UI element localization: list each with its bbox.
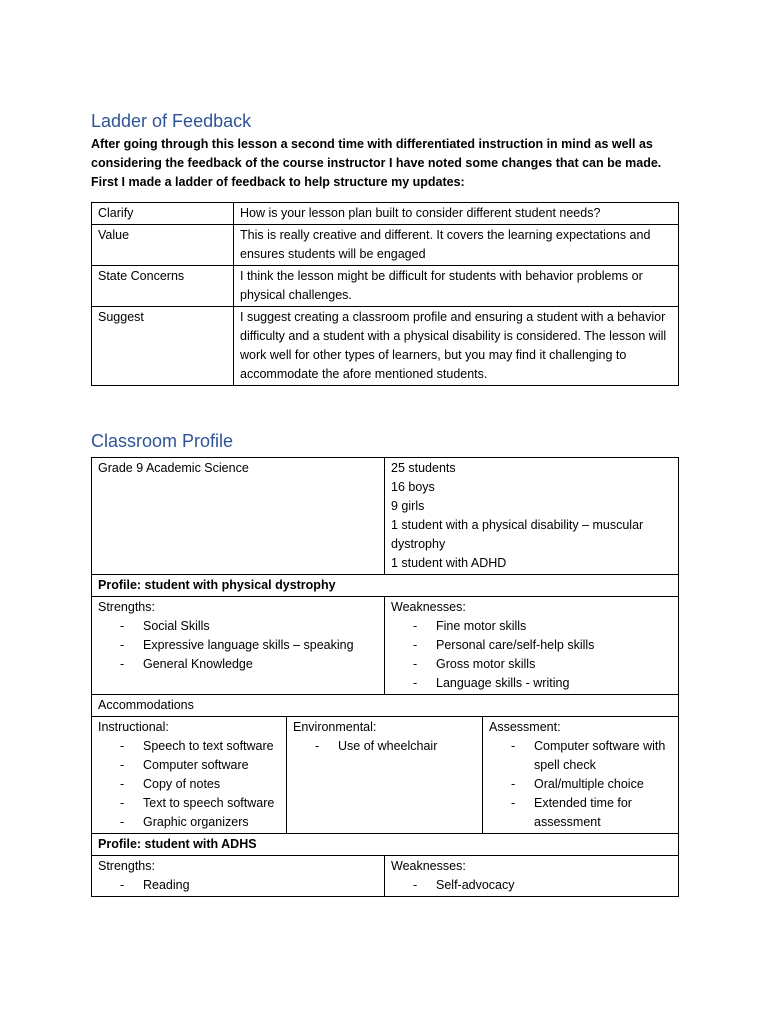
environmental-label: Environmental: [293,720,377,734]
assessment-label: Assessment: [489,720,561,734]
stats-cell [385,458,679,575]
stat-line: 25 students [391,461,456,475]
ladder-heading: Ladder of Feedback [91,111,252,131]
list-item: - Social Skills [98,617,378,636]
weaknesses-list [391,617,672,693]
list-item: - Personal care/self-help skills [391,636,672,655]
profile-table [91,457,679,897]
adhs-weaknesses-cell [385,856,679,897]
instructional-cell [92,717,287,834]
accommodations-title: Accommodations [92,695,679,717]
list-item: - Speech to text software [98,737,280,756]
list-item: - Use of wheelchair [293,737,476,756]
stat-line: 9 girls [391,499,425,513]
stat-line: 1 student with ADHD [391,556,507,570]
strengths-label: Strengths: [98,600,155,614]
table-row [92,575,679,597]
ladder-label: State Concerns [92,266,234,307]
list-item: - Extended time for assessment [489,794,672,832]
table-row [92,307,679,386]
strengths-list [98,617,378,674]
list-item: - Language skills - writing [391,674,672,693]
list-item: - Self-advocacy [391,876,672,895]
stat-line: 16 boys [391,480,435,494]
environmental-list [293,737,476,756]
dystrophy-weaknesses-cell [385,597,679,695]
ladder-table [91,202,679,386]
dystrophy-strengths-cell [92,597,385,695]
list-item: - Expressive language skills – speaking [98,636,378,655]
ladder-label: Value [92,225,234,266]
list-item: - Reading [98,876,378,895]
ladder-label: Suggest [92,307,234,386]
dystrophy-profile-title: Profile: student with physical dystrophy [92,575,679,597]
list-item: - Text to speech software [98,794,280,813]
stat-line: 1 student with a physical disability – muscular dystrophy [391,518,644,551]
weaknesses-label: Weaknesses: [391,600,466,614]
list-item: - Fine motor skills [391,617,672,636]
assessment-cell [483,717,679,834]
table-row [92,856,679,897]
table-row [92,225,679,266]
strengths-label: Strengths: [98,859,155,873]
list-item: - Copy of notes [98,775,280,794]
environmental-cell [287,717,483,834]
instructional-list [98,737,280,832]
table-row [92,834,679,856]
list-item: - Graphic organizers [98,813,280,832]
table-row [92,597,679,695]
ladder-intro: After going through this lesson a second time with differentiated instruction in mind as well as considering the feedback of the course instructor I have noted some changes that can be made. First I made a ladder of feedback to help structure my updates: [91,137,662,189]
table-row [92,458,679,575]
table-row [92,266,679,307]
ladder-text: I suggest creating a classroom profile and ensuring a student with a behavior difficulty and a student with a physical disability is considered. The lesson will work well for other types of learners, but you may find it challenging to accommodate the afore mentioned students. [234,307,679,386]
ladder-text: How is your lesson plan built to consider different student needs? [234,203,679,225]
ladder-text: I think the lesson might be difficult for students with behavior problems or physical challenges. [234,266,679,307]
ladder-label: Clarify [92,203,234,225]
strengths-list [98,876,378,895]
course-cell: Grade 9 Academic Science [92,458,385,575]
list-item: - Oral/multiple choice [489,775,672,794]
weaknesses-label: Weaknesses: [391,859,466,873]
adhs-profile-title: Profile: student with ADHS [92,834,679,856]
assessment-list [489,737,672,832]
list-item: - General Knowledge [98,655,378,674]
weaknesses-list [391,876,672,895]
list-item: - Computer software with spell check [489,737,672,775]
instructional-label: Instructional: [98,720,169,734]
table-row [92,203,679,225]
list-item: - Gross motor skills [391,655,672,674]
table-row [92,717,679,834]
table-row [92,695,679,717]
ladder-text: This is really creative and different. It covers the learning expectations and ensures students will be engaged [234,225,679,266]
list-item: - Computer software [98,756,280,775]
adhs-strengths-cell [92,856,385,897]
profile-heading: Classroom Profile [91,431,234,451]
